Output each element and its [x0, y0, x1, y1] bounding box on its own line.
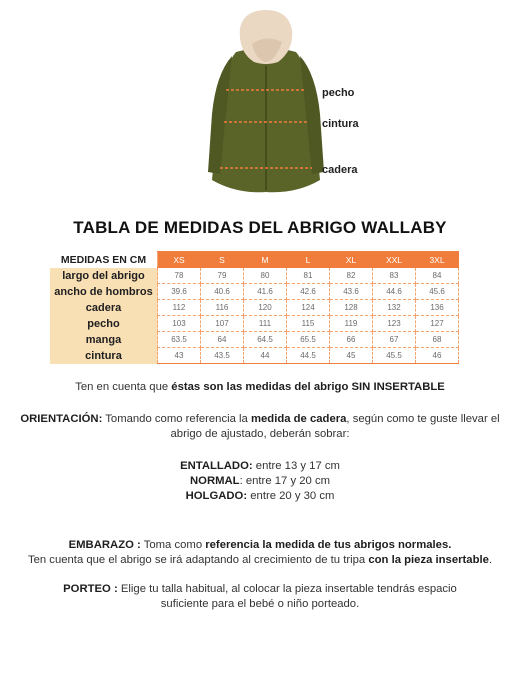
orientation-label: ORIENTACIÓN: [20, 413, 103, 425]
note-line [0, 380, 520, 395]
table-cell: 64.5 [244, 332, 287, 348]
table-cell: 82 [330, 268, 373, 284]
table-cell: 136 [416, 300, 459, 316]
pregnancy-bold: referencia la medida de tus abrigos normales. [205, 539, 452, 551]
table-cell: 115 [287, 316, 330, 332]
table-cell: 43 [158, 348, 201, 364]
table-cell: 44.5 [287, 348, 330, 364]
pregnancy-bold: con la pieza insertable [368, 554, 489, 566]
table-cell: 127 [416, 316, 459, 332]
size-header: XL [330, 252, 373, 268]
table-cell: 78 [158, 268, 201, 284]
pregnancy-text: Toma como [140, 539, 206, 551]
table-corner-label: MEDIDAS EN CM [50, 252, 158, 268]
size-header: M [244, 252, 287, 268]
row-label: ancho de hombros [50, 284, 158, 300]
table-cell: 40.6 [201, 284, 244, 300]
orientation-line-1 [0, 412, 520, 427]
table-cell: 63.5 [158, 332, 201, 348]
fit-label: ENTALLADO: [180, 460, 253, 472]
table-cell: 41.6 [244, 284, 287, 300]
table-cell: 44.6 [373, 284, 416, 300]
fit-normal [0, 474, 520, 489]
table-cell: 45.6 [416, 284, 459, 300]
table-row [50, 316, 459, 332]
size-table [50, 251, 459, 364]
table-cell: 107 [201, 316, 244, 332]
fit-text: : entre 17 y 20 cm [239, 475, 330, 487]
pregnancy-line-1 [0, 538, 520, 553]
table-cell: 65.5 [287, 332, 330, 348]
table-cell: 79 [201, 268, 244, 284]
size-header: XS [158, 252, 201, 268]
note-bold: éstas son las medidas del abrigo SIN INSERTABLE [171, 381, 445, 393]
table-cell: 67 [373, 332, 416, 348]
chest-label: pecho [322, 87, 355, 99]
table-row [50, 348, 459, 364]
table-cell: 46 [416, 348, 459, 364]
table-cell: 68 [416, 332, 459, 348]
table-cell: 44 [244, 348, 287, 364]
carrying-text: Elige tu talla habitual, al colocar la pieza insertable tendrás espacio [117, 583, 457, 595]
carrying-line-1 [0, 582, 520, 597]
row-label: largo del abrigo [50, 268, 158, 284]
row-label: manga [50, 332, 158, 348]
table-cell: 64 [201, 332, 244, 348]
table-cell: 83 [373, 268, 416, 284]
pregnancy-label: EMBARAZO : [68, 539, 141, 551]
size-header: S [201, 252, 244, 268]
table-cell: 42.6 [287, 284, 330, 300]
orientation-line-2: abrigo de ajustado, deberán sobrar: [170, 428, 350, 440]
pregnancy-line-2 [0, 553, 520, 568]
table-cell: 132 [373, 300, 416, 316]
fit-holgado [0, 489, 520, 504]
row-label: pecho [50, 316, 158, 332]
row-label: cintura [50, 348, 158, 364]
orientation-bold: medida de cadera [250, 413, 347, 425]
note-text: Ten en cuenta que [75, 381, 172, 393]
waist-label: cintura [322, 118, 359, 130]
table-cell: 123 [373, 316, 416, 332]
table-cell: 112 [158, 300, 201, 316]
carrying-line-2: suficiente para el bebé o niño porteado. [160, 598, 360, 610]
table-cell: 124 [287, 300, 330, 316]
table-cell: 80 [244, 268, 287, 284]
fit-label: HOLGADO: [185, 490, 248, 502]
table-cell: 66 [330, 332, 373, 348]
hip-label: cadera [322, 164, 358, 176]
table-cell: 84 [416, 268, 459, 284]
table-row [50, 284, 459, 300]
table-cell: 128 [330, 300, 373, 316]
carrying-label: PORTEO : [63, 583, 118, 595]
table-row [50, 300, 459, 316]
pregnancy-text: . [488, 554, 493, 566]
table-cell: 120 [244, 300, 287, 316]
table-cell: 81 [287, 268, 330, 284]
table-cell: 103 [158, 316, 201, 332]
table-row [50, 332, 459, 348]
table-cell: 39.6 [158, 284, 201, 300]
fit-entallado [0, 459, 520, 474]
size-header: L [287, 252, 330, 268]
table-cell: 45.5 [373, 348, 416, 364]
size-header: 3XL [416, 252, 459, 268]
orientation-text: Tomando como referencia la [102, 413, 251, 425]
row-label: cadera [50, 300, 158, 316]
pregnancy-text: Ten cuenta que el abrigo se irá adaptando al crecimiento de tu tripa [27, 554, 369, 566]
table-cell: 116 [201, 300, 244, 316]
orientation-text: , según como te guste llevar el [346, 413, 500, 425]
fit-text: entre 20 y 30 cm [247, 490, 335, 502]
table-cell: 111 [244, 316, 287, 332]
table-cell: 43.6 [330, 284, 373, 300]
coat-illustration [196, 4, 336, 204]
table-row [50, 268, 459, 284]
table-cell: 45 [330, 348, 373, 364]
table-cell: 43.5 [201, 348, 244, 364]
page-title: TABLA DE MEDIDAS DEL ABRIGO WALLABY [73, 218, 447, 237]
fit-label: NORMAL [190, 475, 240, 487]
size-header: XXL [373, 252, 416, 268]
table-header-row [50, 252, 459, 268]
table-cell: 119 [330, 316, 373, 332]
fit-text: entre 13 y 17 cm [252, 460, 340, 472]
